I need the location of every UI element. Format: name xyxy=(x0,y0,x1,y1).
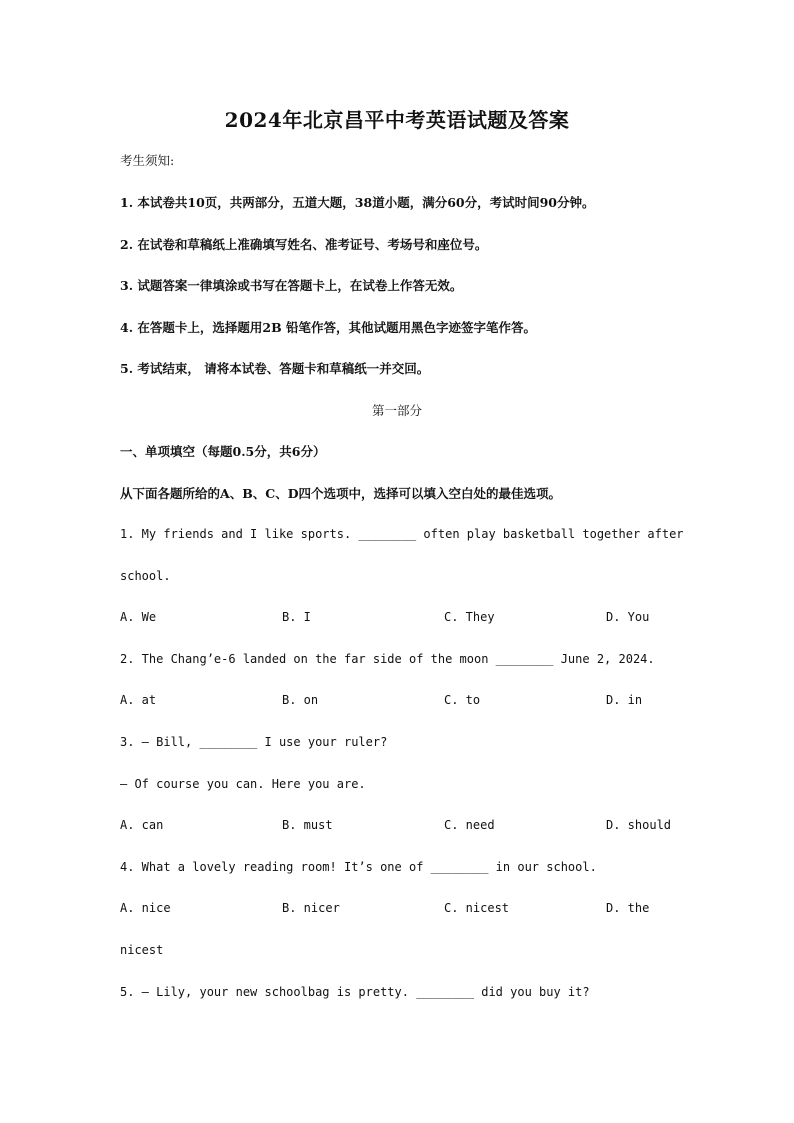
option-d-continuation: nicest xyxy=(120,943,164,957)
option-c: C. They xyxy=(444,610,495,624)
option-a: A. can xyxy=(120,818,164,832)
option-b: B. I xyxy=(282,610,311,624)
section-instruction: 从下面各题所给的A、B、C、D四个选项中，选择可以填入空白处的最佳选项。 xyxy=(120,486,562,501)
notice-item: 5. 考试结束， 请将本试卷、答题卡和草稿纸一并交回。 xyxy=(120,361,430,376)
part-heading: 第一部分 xyxy=(371,403,422,418)
option-d: D. should xyxy=(606,818,672,832)
option-d: D. You xyxy=(606,610,650,624)
question-5-stem: 5. — Lily, your new schoolbag is pretty. ________ did you buy it? xyxy=(120,985,590,999)
question-4-stem: 4. What a lovely reading room! It’s one of ________ in our school. xyxy=(120,860,597,874)
option-c: C. need xyxy=(444,818,495,832)
question-1-stem: 1. My friends and I like sports. ________ often play basketball together after xyxy=(120,527,684,541)
option-b: B. on xyxy=(282,693,319,707)
question-1-stem-cont: school. xyxy=(120,569,171,583)
question-3-reply: — Of course you can. Here you are. xyxy=(120,777,366,791)
option-d: D. the xyxy=(606,901,650,915)
section-heading: 一、单项填空（每题0.5分，共6分） xyxy=(120,444,326,459)
option-b: B. must xyxy=(282,818,333,832)
option-c: C. to xyxy=(444,693,481,707)
notice-item: 1. 本试卷共10页，共两部分，五道大题，38道小题，满分60分，考试时间90分钟。 xyxy=(120,195,595,210)
question-3-stem: 3. — Bill, ________ I use your ruler? xyxy=(120,735,388,749)
page-title: 2024年北京昌平中考英语试题及答案 xyxy=(224,108,570,132)
option-a: A. at xyxy=(120,693,157,707)
option-c: C. nicest xyxy=(444,901,510,915)
notice-item: 2. 在试卷和草稿纸上准确填写姓名、准考证号、考场号和座位号。 xyxy=(120,237,488,252)
notice-item: 3. 试题答案一律填涂或书写在答题卡上，在试卷上作答无效。 xyxy=(120,278,463,293)
notice-heading: 考生须知: xyxy=(120,153,175,168)
option-d: D. in xyxy=(606,693,643,707)
option-a: A. We xyxy=(120,610,157,624)
option-b: B. nicer xyxy=(282,901,340,915)
notice-item: 4. 在答题卡上，选择题用2B 铅笔作答，其他试题用黑色字迹签字笔作答。 xyxy=(120,320,537,335)
option-a: A. nice xyxy=(120,901,171,915)
question-2-stem: 2. The Chang’e-6 landed on the far side of the moon ________ June 2, 2024. xyxy=(120,652,655,666)
